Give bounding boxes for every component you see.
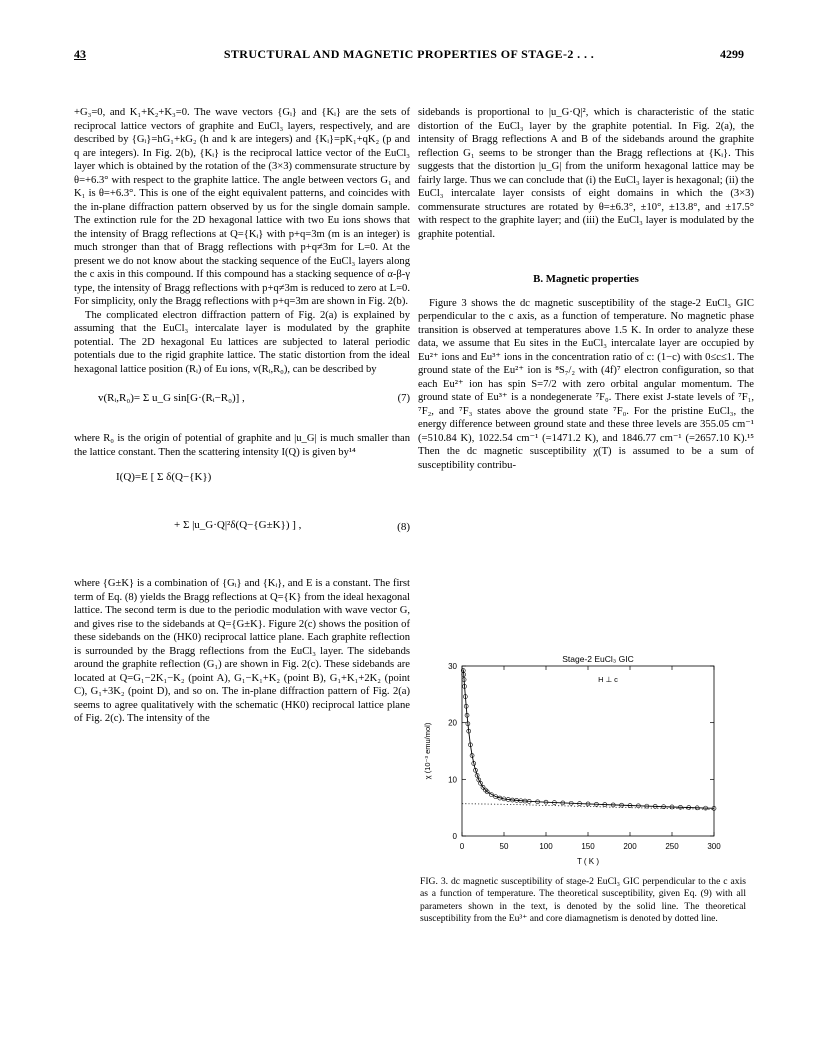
equation-number: (7) <box>397 393 410 404</box>
paragraph: The complicated electron diffraction pattern of Fig. 2(a) is explained by assuming that the EuCl₃ intercalate layer is modulated by the graphite potential. The 2D hexagonal Eu lattices are subjected to lateral periodic potentials due to the rigid graphite lattice. The static distortion from the ideal hexagonal lattice position (Rᵢ) of Eu ions, v(Rᵢ,R₀), can be described by <box>74 309 410 375</box>
x-tick-label: 0 <box>459 842 465 851</box>
equation-8 <box>74 465 410 569</box>
susceptibility-chart <box>418 652 754 874</box>
x-axis-label: T ( K ) <box>576 857 600 866</box>
page-number-left: 43 <box>74 47 86 61</box>
paragraph: where R₀ is the origin of potential of graphite and |u_G| is much smaller than the lattice constant. Then the scattering intensity I(Q) is given by¹⁴ <box>74 433 410 458</box>
y-axis-label: χ (10⁻³ emu/mol) <box>423 722 432 780</box>
paragraph: +G₃=0, and K₁+K₂+K₃=0. The wave vectors {Gᵢ} and {Kᵢ} are the sets of reciprocal lattice vectors of graphite and EuCl₃ layers, respectively, and are described by {Gᵢ}=hG₁+kG₂ (h and k are integers) and {Kᵢ}=pK₁+qK₂ (p and q are integers). In Fig. 2(b), {Kᵢ} is the reciprocal lattice vector of the EuCl₃ layer which is obtained by the rotation of the (3×3) commensurate structure by θ=+6.3° with respect to the graphite lattice. The angle between vectors G₁ and K₁ is θ=+6.3°. This is one of the eight equivalent patterns, and coincides with the in-plane diffraction pattern observed by us for the single domain sample. The extinction rule for the 2D hexagonal lattice with two Eu ions shows that the intensity of Bragg reflections at Q={Kᵢ} with p+q=3m (m is an integer) is much stronger than that of Bragg reflections with p+q≠3m for L=0. At the present we do not know about the stacking sequence of the EuCl₃ layers along the c axis in this compound. If this compound has a stacking sequence of α-β-γ type, the intensity of Bragg reflections with p+q≠3m is reduced to zero at L=0. For simplicity, only the Bragg reflections with p+q=3m are shown in Fig. 2(b). <box>74 107 410 307</box>
page-number-right: 4299 <box>720 47 744 61</box>
figure-caption: FIG. 3. dc magnetic susceptibility of stage-2 EuCl₃ GIC perpendicular to the c axis as a function of temperature. The theoretical susceptibility, given Eq. (9) with all parameters shown in the text, is denoted by the solid line. The theoretical susceptibility from the Eu³⁺ and core diamagnetism is denoted by dotted line. <box>420 876 746 924</box>
y-tick-label: 10 <box>448 775 457 785</box>
y-tick-label: 30 <box>448 662 457 671</box>
x-tick-label: 100 <box>539 842 553 851</box>
equation-line-2: + Σ |u_G·Q|²δ(Q−{G±K}) ] , <box>174 519 302 531</box>
paragraph: Figure 3 shows the dc magnetic susceptibility of the stage-2 EuCl₃ GIC perpendicular to the c axis, as a function of temperature. No magnetic phase transition is observed at temperatures above 1.5 K. In order to analyze these data, we assume that Eu sites in the EuCl₃ intercalate layer are occupied by Eu²⁺ ions and Eu³⁺ ions in the concentration ratio of c: (1−c) with 0≤c≤1. The ground state of the Eu²⁺ ion is ⁸S₇/₂ with (4f)⁷ electron configuration, so that each Eu²⁺ ion has spin S=7/2 with zero orbital angular momentum. The ground state of Eu³⁺ is a nondegenerate ⁷F₀. There exist J-state levels of ⁷F₁, ⁷F₂, and ⁷F₃ states above the ground state ⁷F₀. For the pristine EuCl₃, the energy difference between ground state and these three levels are 355.05 cm⁻¹ (=510.84 K), 1022.54 cm⁻¹ (=1471.2 K), and 1846.77 cm⁻¹ (=2657.10 K).¹⁵ Then the dc magnetic susceptibility χ(T) is assumed to be a sum of susceptibility contribu- <box>418 297 754 471</box>
x-tick-label: 250 <box>665 842 679 851</box>
x-tick-label: 200 <box>623 842 637 851</box>
section-title: B. Magnetic properties <box>533 273 639 285</box>
right-column <box>418 106 754 472</box>
equation-7 <box>74 384 410 424</box>
x-tick-label: 300 <box>707 842 721 851</box>
paragraph: where {G±K} is a combination of {Gᵢ} and {Kᵢ}, and E is a constant. The first term of Eq. (8) yields the Bragg reflections at Q={K} from the ideal hexagonal lattice. The second term is due to the periodic modulation with wave vector G, and gives rise to the sidebands at Q={G±K}. Figure 2(c) shows the position of these sidebands on the (HK0) reciprocal lattice plane. Each graphite reflection is surrounded by the Bragg reflections from the EuCl₃ layer. The sidebands around the graphite reflection (G₁) are shown in Fig. 2(c). These sidebands are located at Q=G₁−2K₁−K₂ (point A), G₁−K₁+K₂ (point B), G₁+K₁+2K₂ (point C), G₁+3K₂ (point D), and so on. The in-plane diffraction pattern of Fig. 2(a) seems to agree qualitatively with the schematic (HK0) reciprocal lattice plane of Fig. 2(c). The intensity of the <box>74 578 410 724</box>
chart-title: Stage-2 EuCl₃ GIC <box>562 654 634 664</box>
page-header <box>74 47 744 63</box>
running-title: STRUCTURAL AND MAGNETIC PROPERTIES OF STAGE-2 . . . <box>223 47 595 61</box>
x-tick-label: 50 <box>499 842 509 851</box>
y-tick-label: 20 <box>448 718 457 728</box>
equation-body: v(Rᵢ,R₀)= Σ u_G sin[G·(Rᵢ−R₀)] , <box>98 392 245 404</box>
equation-line-1: I(Q)=E [ Σ δ(Q−{K}) <box>116 471 212 483</box>
plot-frame <box>462 666 714 836</box>
theory-solid-line <box>463 669 714 808</box>
equation-number: (8) <box>397 521 410 533</box>
figure-3 <box>418 652 754 982</box>
chart-annotation: H ⊥ c <box>598 675 618 684</box>
theory-dotted-line <box>462 804 714 810</box>
left-column <box>74 106 410 726</box>
y-tick-label: 0 <box>452 832 457 841</box>
paragraph: sidebands is proportional to |u_G·Q|², which is characteristic of the static distortion of the EuCl₃ layer by the graphite potential. In Fig. 2(a), the intensity of Bragg reflections A and B of the sidebands around the graphite reflection G₁ seems to be stronger than the Bragg reflections at {Kᵢ}. This suggests that the distortion |u_G| from the uniform hexagonal lattice may be fairly large. Thus we can conclude that (i) the EuCl₃ layer is hexagonal; (ii) the EuCl₃ intercalate layer consists of eight domains in which the (3×3) commensurate structures are rotated by θ=±6.3°, ±10°, ±13.8°, and ±17.5° with respect to the graphite layer; and (iii) the EuCl₃ layer is modulated by the graphite potential. <box>418 107 754 240</box>
x-tick-label: 150 <box>581 842 595 851</box>
